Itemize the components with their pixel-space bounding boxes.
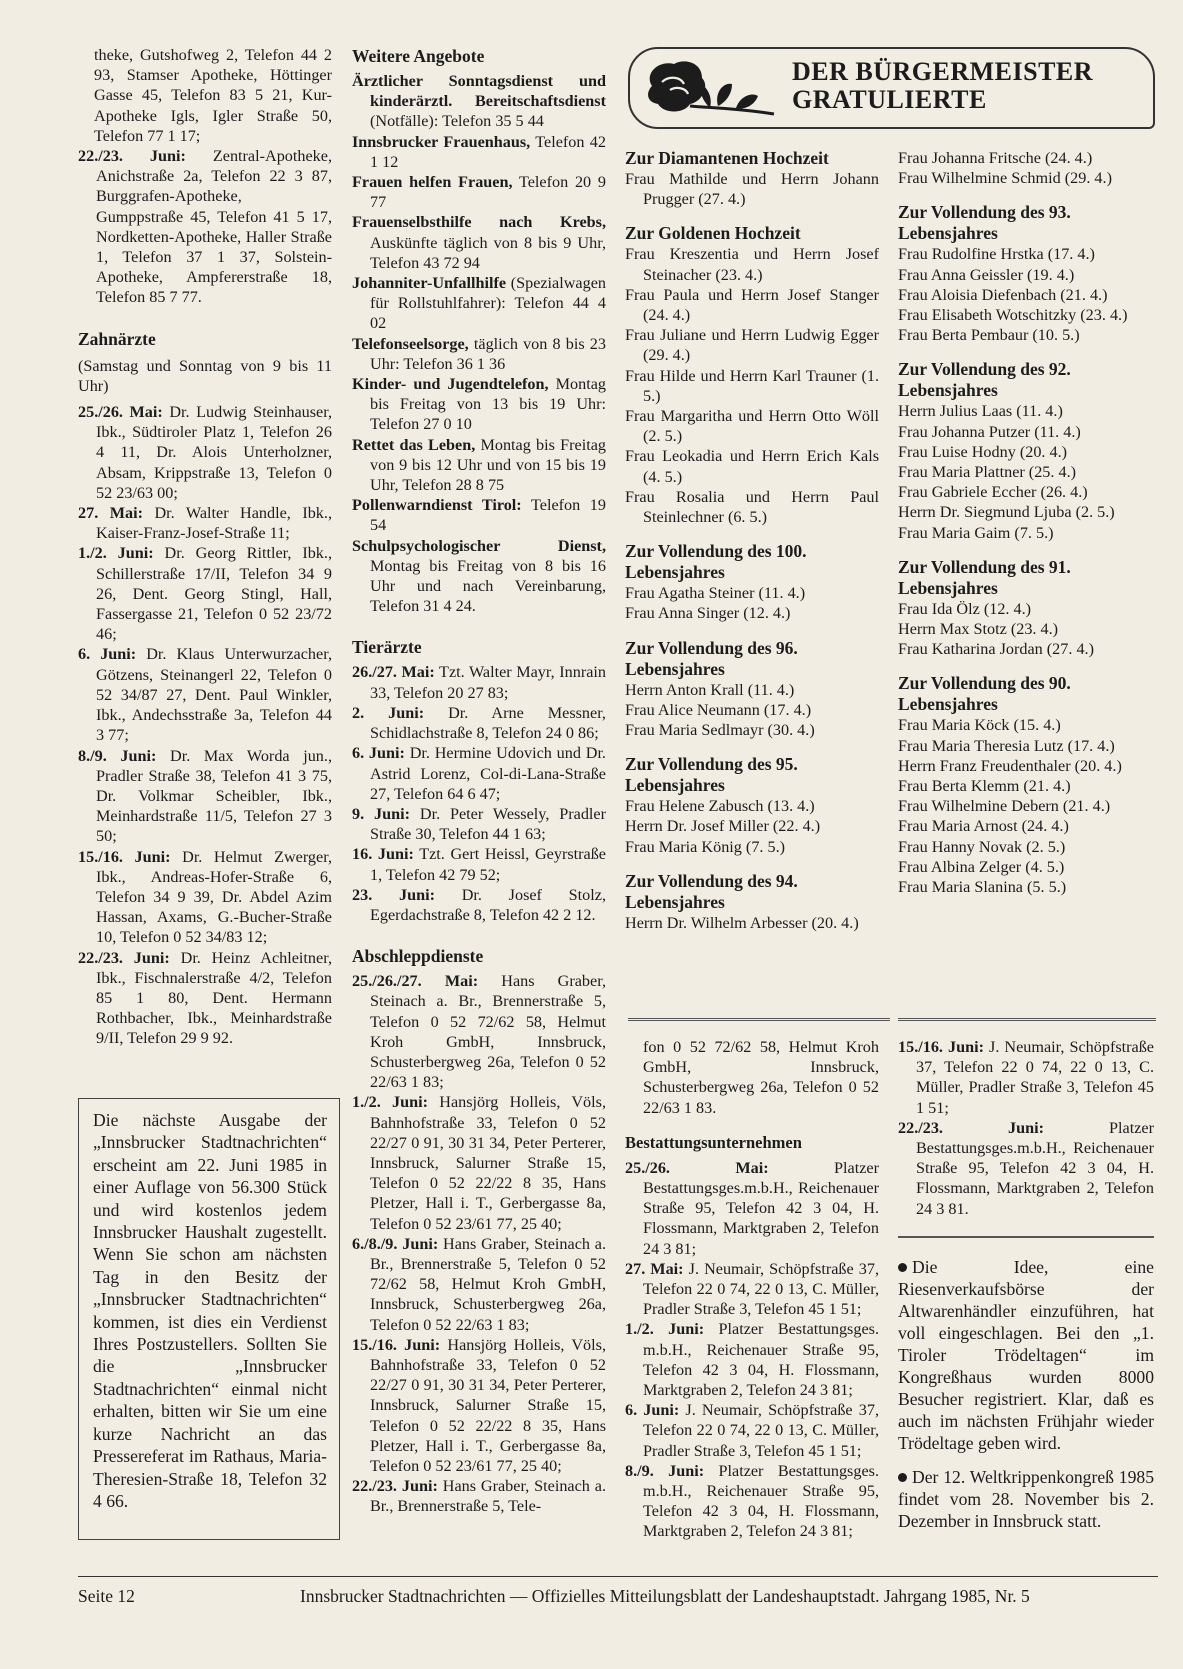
section-divider — [628, 1018, 890, 1021]
list-item: Herrn Dr. Siegmund Ljuba (2. 5.) — [898, 503, 1115, 522]
list-item: Frau Katharina Jordan (27. 4.) — [898, 640, 1094, 659]
list-item: Frau Wilhelmine Debern (21. 4.) — [898, 797, 1111, 816]
column-4-lower — [898, 1037, 1154, 1219]
news-divider — [898, 1236, 1154, 1238]
page-number: Seite 12 — [78, 1586, 135, 1606]
list-item: 1./2. Juni: Hansjörg Holleis, Völs, Bahnhofstraße 33, Telefon 0 52 22/27 0 91, 30 31 34, Peter Perterer, Innsbruck, Salurner Straße 15, Telefon 0 52 22/22 8 35, Hans Pletzer, Hall i. T., Gerbergasse 8a, Telefon 0 52 23/61 77, 25 40; — [352, 1093, 606, 1233]
list-item: Frau Elisabeth Wotschitzky (23. 4.) — [898, 306, 1128, 325]
list-item: Frau Anna Geissler (19. 4.) — [898, 265, 1075, 284]
section-title: Zur Vollendung des 90. Lebensjahres — [898, 673, 1071, 715]
list-item: Johanniter-Unfallhilfe (Spezialwagen für Rollstuhlfahrer): Telefon 44 4 02 — [352, 274, 606, 333]
section-title: Zur Diamantenen Hochzeit — [625, 148, 829, 168]
list-item: 23. Juni: Dr. Josef Stolz, Egerdachstraße 8, Telefon 42 2 12. — [352, 885, 606, 924]
list-item: Frau Maria Plattner (25. 4.) — [898, 463, 1077, 482]
list-item: Frau Kreszentia und Herrn Josef Steinacher (23. 4.) — [625, 245, 879, 284]
list-item: 25./26./27. Mai: Hans Graber, Steinach a. Br., Brennerstraße 5, Telefon 0 52 72/62 58, Helmut Kroh GmbH, Innsbruck, Schusterbergweg 26a, Telefon 0 52 22/63 1 83; — [352, 972, 606, 1092]
list-item: 22./23. Juni: Hans Graber, Steinach a. Br., Brennerstraße 5, Tele- — [352, 1477, 606, 1516]
column-3-lower — [625, 1037, 879, 1542]
list-item: Herrn Max Stotz (23. 4.) — [898, 620, 1059, 639]
vets-heading: Tierärzte — [352, 637, 422, 658]
list-item: Frau Agatha Steiner (11. 4.) — [625, 584, 806, 603]
funeral-heading: Bestattungsunternehmen — [625, 1132, 802, 1152]
list-item: Frau Helene Zabusch (13. 4.) — [625, 797, 815, 816]
list-item: Frau Maria Theresia Lutz (17. 4.) — [898, 736, 1115, 755]
list-item: Herrn Anton Krall (11. 4.) — [625, 680, 795, 699]
rose-icon — [640, 56, 780, 122]
news-column — [898, 1256, 1154, 1532]
list-item: Frau Ida Ölz (12. 4.) — [898, 599, 1032, 618]
section-title: Zur Vollendung des 95. Lebensjahres — [625, 754, 798, 796]
list-item: Frau Hilde und Herrn Karl Trauner (1. 5.) — [625, 366, 879, 405]
section-title: Zur Vollendung des 93. Lebensjahres — [898, 202, 1071, 244]
list-item: 22./23. Juni: Dr. Heinz Achleitner, Ibk., Fischnalerstraße 4/2, Telefon 85 1 80, Dent. Hermann Rothbacher, Ibk., Meinhardstraße 9/II, Telefon 29 9 92. — [78, 948, 332, 1048]
list-item: Frau Berta Pembaur (10. 5.) — [898, 326, 1080, 345]
news-item: Der 12. Weltkrippenkongreß 1985 findet vom 28. November bis 2. Dezember in Innsbruck statt. — [898, 1467, 1154, 1531]
list-item: Herrn Dr. Wilhelm Arbesser (20. 4.) — [625, 913, 859, 932]
section-title: Zur Vollendung des 92. Lebensjahres — [898, 359, 1071, 401]
dentists-list — [78, 402, 332, 1049]
list-item: Frau Rudolfine Hrstka (17. 4.) — [898, 245, 1095, 264]
list-item: Frau Maria Arnost (24. 4.) — [898, 817, 1069, 836]
list-item: 6. Juni: J. Neumair, Schöpfstraße 37, Telefon 22 0 74, 22 0 13, C. Müller, Pradler Straße 3, Telefon 45 1 51; — [625, 1401, 879, 1460]
next-issue-notice: Die nächste Ausgabe der „Innsbrucker Stadtnachrichten“ erscheint am 22. Juni 1985 in einer Auflage von 56.300 Stück und wird kostenlos jedem Innsbrucker Haushalt zugestellt. Wenn Sie schon am nächsten Tag in den Besitz der „Innsbrucker Stadtnachrichten“ kommen, ist dies ein Verdienst Ihres Postzustellers. Sollten Sie die „Innsbrucker Stadtnachrichten“ einmal nicht erhalten, bitten wir Sie um eine kurze Nachricht an das Pressereferat im Rathaus, Maria-Theresien-Straße 18, Telefon 32 4 66. — [78, 1098, 340, 1540]
list-item: 25./26. Mai: Dr. Ludwig Steinhauser, Ibk., Südtiroler Platz 1, Telefon 26 4 11, Dr. Alois Unterholzner, Absam, Krippstraße 13, Telefon 0 52 23/63 00; — [78, 403, 332, 502]
list-item: Frauen helfen Frauen, Telefon 20 9 77 — [352, 173, 606, 212]
list-item: Frau Gabriele Eccher (26. 4.) — [898, 483, 1088, 502]
list-item: 6. Juni: Dr. Hermine Udovich und Dr. Astrid Lorenz, Col-di-Lana-Straße 27, Telefon 64 6 47; — [352, 744, 606, 803]
dentists-heading: Zahnärzte — [78, 328, 156, 349]
list-item: Frau Margaritha und Herrn Otto Wöll (2. 5.) — [625, 407, 879, 446]
list-item: 15./16. Juni: Hansjörg Holleis, Völs, Bahnhofstraße 33, Telefon 0 52 22/27 0 91, 30 31 34, Peter Perterer, Innsbruck, Salurner Straße 15, Telefon 0 52 22/22 8 35, Hans Pletzer, Hall i. T., Gerbergasse 8a, Telefon 0 52 23/61 77, 25 40; — [352, 1335, 606, 1475]
list-item: Pollenwarndienst Tirol: Telefon 19 54 — [352, 496, 606, 535]
column-2 — [352, 45, 606, 1517]
column-1 — [78, 45, 332, 1049]
list-item: Frau Maria König (7. 5.) — [625, 837, 786, 856]
list-item: Frau Berta Klemm (21. 4.) — [898, 777, 1071, 796]
bullet-icon — [898, 1263, 907, 1272]
list-item: Frau Wilhelmine Schmid (29. 4.) — [898, 169, 1112, 188]
list-item: 6. Juni: Dr. Klaus Unterwurzacher, Götzens, Steinangerl 22, Telefon 0 52 34/87 27, Dent. Paul Winkler, Ibk., Andechsstraße 3a, Telefon 44 3 77; — [78, 645, 332, 745]
list-item: Frau Juliane und Herrn Ludwig Egger (29. 4.) — [625, 326, 879, 365]
section-title: Zur Vollendung des 91. Lebensjahres — [898, 556, 1071, 598]
list-item: Frau Hanny Novak (2. 5.) — [898, 837, 1066, 856]
list-item: Schulpsychologischer Dienst, Montag bis Freitag von 8 bis 16 Uhr und nach Vereinbarung, Telefon 31 4 24. — [352, 536, 606, 616]
list-item: Frau Leokadia und Herrn Erich Kals (4. 5.) — [625, 447, 879, 486]
list-item: Frau Alice Neumann (17. 4.) — [625, 700, 812, 719]
list-item: Frau Maria Sedlmayr (30. 4.) — [625, 721, 815, 740]
list-item: Frau Albina Zelger (4. 5.) — [898, 857, 1065, 876]
section-title: Zur Vollendung des 94. Lebensjahres — [625, 870, 798, 912]
list-item: Frau Johanna Putzer (11. 4.) — [898, 422, 1081, 441]
list-item: Herrn Julius Laas (11. 4.) — [898, 402, 1063, 421]
list-item: 1./2. Juni: Dr. Georg Rittler, Ibk., Schillerstraße 17/II, Telefon 34 9 26, Dent. Georg Stingl, Hall, Fassergasse 21, Telefon 0 52 23/72 46; — [78, 544, 332, 644]
publication-title: Innsbrucker Stadtnachrichten — Offizielles Mitteilungsblatt der Landeshauptstadt. Jahrgang 1985, Nr. 5 — [300, 1586, 1030, 1606]
list-item: 8./9. Juni: Platzer Bestattungsges. m.b.H., Reichenauer Straße 95, Telefon 42 3 04, H. Flossmann, Marktgraben 2, Telefon 24 3 81; — [625, 1461, 879, 1541]
bullet-icon — [898, 1473, 907, 1482]
towing-continuation: fon 0 52 72/62 58, Helmut Kroh GmbH, Innsbruck, Schusterbergweg 26a, Telefon 0 52 22/63 1 83. — [643, 1038, 879, 1117]
list-item: Kinder- und Jugendtelefon, Montag bis Freitag von 13 bis 19 Uhr: Telefon 27 0 10 — [352, 375, 607, 434]
list-item: Frau Johanna Fritsche (24. 4.) — [898, 149, 1093, 167]
section-divider — [898, 1018, 1156, 1021]
list-item: 22./23. Juni: Platzer Bestattungsges.m.b.H., Reichenauer Straße 95, Telefon 42 3 04, H. Flossmann, Marktgraben 2, Telefon 24 3 81. — [898, 1118, 1154, 1218]
list-item: 9. Juni: Dr. Peter Wessely, Pradler Straße 30, Telefon 44 1 63; — [352, 804, 606, 844]
list-item: 26./27. Mai: Tzt. Walter Mayr, Innrain 33, Telefon 20 27 83; — [352, 663, 606, 702]
list-item: Frau Mathilde und Herrn Johann Prugger (27. 4.) — [625, 170, 879, 209]
section-title: Zur Vollendung des 100. Lebensjahres — [625, 541, 807, 583]
list-item: Frau Luise Hodny (20. 4.) — [898, 442, 1068, 461]
pharmacy-entry: 22./23. Juni: Zentral-Apotheke, Anichstraße 2a, Telefon 22 3 87, Burggrafen-Apotheke, Gumppstraße 45, Telefon 41 5 17, Nordketten-Apotheke, Haller Straße 1, Telefon 37 1 37, Solstein-Apotheke, Ampfererstraße 18, Telefon 85 7 77. — [78, 147, 332, 307]
list-item: Frau Rosalia und Herrn Paul Steinlechner (6. 5.) — [625, 487, 879, 527]
list-item: Herrn Dr. Josef Miller (22. 4.) — [625, 817, 821, 836]
list-item: Frau Maria Slanina (5. 5.) — [898, 878, 1067, 897]
list-item: Frau Anna Singer (12. 4.) — [625, 604, 791, 623]
services-heading: Weitere Angebote — [352, 46, 485, 66]
footer-rule — [78, 1576, 1158, 1577]
list-item: 16. Juni: Tzt. Gert Heissl, Geyrstraße 1, Telefon 42 79 52; — [352, 845, 606, 884]
column-3 — [625, 148, 879, 933]
section-title: Zur Vollendung des 96. Lebensjahres — [625, 637, 798, 679]
list-item: Frauenselbsthilfe nach Krebs, Auskünfte täglich von 8 bis 9 Uhr, Telefon 43 72 94 — [352, 213, 606, 272]
list-item: Innsbrucker Frauenhaus, Telefon 42 1 12 — [352, 132, 606, 171]
list-item: 15./16. Juni: J. Neumair, Schöpfstraße 37, Telefon 22 0 74, 22 0 13, C. Müller, Pradler Straße 3, Telefon 45 1 51; — [898, 1038, 1154, 1117]
list-item: 8./9. Juni: Dr. Max Worda jun., Pradler Straße 38, Telefon 41 3 75, Dr. Volkmar Scheibler, Ibk., Meinhardstraße 11/5, Telefon 27 3 50; — [78, 746, 332, 846]
list-item: Herrn Franz Freudenthaler (20. 4.) — [898, 756, 1122, 775]
list-item: Frau Aloisia Diefenbach (21. 4.) — [898, 285, 1108, 304]
list-item: 27. Mai: Dr. Walter Handle, Ibk., Kaiser-Franz-Josef-Straße 11; — [78, 504, 332, 543]
dentists-note: (Samstag und Sonntag von 9 bis 11 Uhr) — [78, 356, 332, 395]
list-item: Frau Maria Köck (15. 4.) — [898, 716, 1061, 735]
list-item: 2. Juni: Dr. Arne Messner, Schidlachstraße 8, Telefon 24 0 86; — [352, 703, 606, 743]
list-item: Ärztlicher Sonntagsdienst und kinderärztl. Bereitschaftsdienst (Notfälle): Telefon 35 5 44 — [352, 72, 606, 131]
list-item: 27. Mai: J. Neumair, Schöpfstraße 37, Telefon 22 0 74, 22 0 13, C. Müller, Pradler Straße 3, Telefon 45 1 51; — [625, 1259, 879, 1319]
list-item: 15./16. Juni: Dr. Helmut Zwerger, Ibk., Andreas-Hofer-Straße 6, Telefon 34 9 39, Dr. Abdel Azim Hassan, Axams, G.-Bucher-Straße 10, Telefon 0 52 34/83 12; — [78, 847, 332, 947]
list-item: Frau Paula und Herrn Josef Stanger (24. 4.) — [625, 285, 879, 325]
column-4 — [898, 148, 1160, 897]
list-item: 6./8./9. Juni: Hans Graber, Steinach a. Br., Brennerstraße 5, Telefon 0 52 72/62 58, Helmut Kroh GmbH, Innsbruck, Schusterbergweg 26a, Telefon 0 52 22/63 1 83; — [352, 1234, 607, 1334]
list-item: Telefonseelsorge, täglich von 8 bis 23 Uhr: Telefon 36 1 36 — [352, 334, 606, 373]
news-item: Die Idee, eine Riesenverkaufsbörse der Altwarenhändler einzuführen, hat voll eingeschlagen. Bei den „1. Tiroler Trödeltagen“ im Kongreßhaus wurden 8000 Besucher registriert. Klar, daß es auch im nächsten Frühjahr wieder Trödeltage geben wird. — [898, 1257, 1154, 1453]
list-item: 1./2. Juni: Platzer Bestattungsges. m.b.H., Reichenauer Straße 95, Telefon 42 3 04, H. Flossmann, Marktgraben 2, Telefon 24 3 81; — [625, 1320, 879, 1400]
section-title: Zur Goldenen Hochzeit — [625, 223, 801, 244]
pharmacy-continuation: theke, Gutshofweg 2, Telefon 44 2 93, Stamser Apotheke, Höttinger Gasse 45, Telefon 83 5 21, Kur-Apotheke Igls, Igler Straße 50, Telefon 77 1 17; — [94, 46, 332, 145]
towing-heading: Abschleppdienste — [352, 946, 484, 967]
list-item: Rettet das Leben, Montag bis Freitag von 9 bis 12 Uhr und von 15 bis 19 Uhr, Telefon 28 8 75 — [352, 435, 606, 495]
list-item: Frau Maria Gaim (7. 5.) — [898, 523, 1054, 542]
header-title: DER BÜRGERMEISTER GRATULIERTE — [792, 57, 1094, 114]
list-item: 25./26. Mai: Platzer Bestattungsges.m.b.H., Reichenauer Straße 95, Telefon 42 3 04, H. Flossmann, Marktgraben 2, Telefon 24 3 81; — [625, 1158, 879, 1258]
